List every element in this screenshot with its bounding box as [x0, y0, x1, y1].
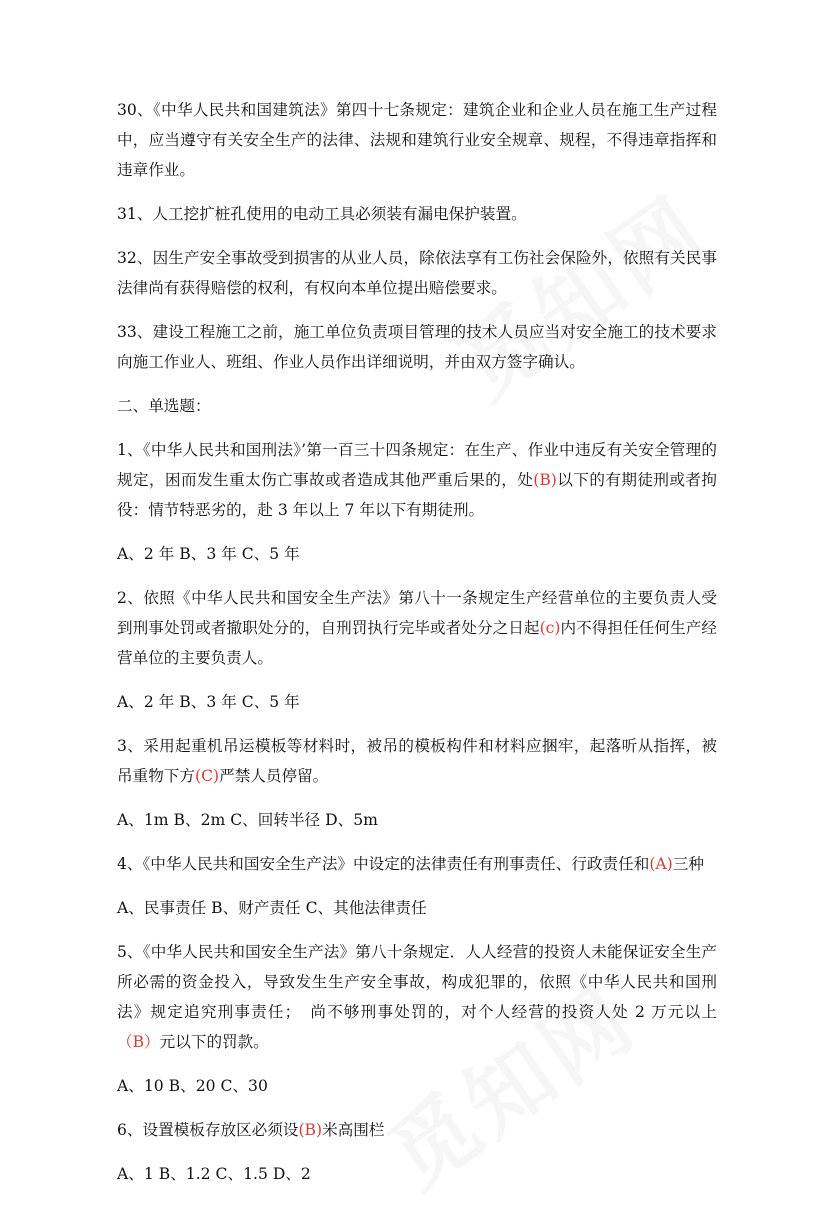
- answer-mark: （B）: [117, 1033, 160, 1051]
- paragraph-text: 2、依照《中华人民共和国安全生产法》第八十一条规定生产经营单位的主要负责人受到刑事处罚或者撤职处分的，自刑罚执行完毕或者处分之日起: [117, 589, 717, 637]
- paragraph-text: A、民事责任 B、财产责任 C、其他法律责任: [117, 899, 427, 917]
- paragraph-text: 1、《中华人民共和国刑法》’第一百三十四条规定：在生产、作业中违反有关安全管理的规定，困而发生重太伤亡事故或者造成其他严重后果的，处: [117, 441, 717, 489]
- paragraph-text: 米高围栏: [322, 1121, 385, 1139]
- paragraph-text: 二、单选题：: [117, 397, 211, 415]
- paragraph: [117, 391, 717, 421]
- answer-mark: (B): [533, 471, 557, 489]
- paragraph: [117, 805, 717, 835]
- paragraph: [117, 1159, 717, 1189]
- paragraph-text: 6、设置模板存放区必须设: [117, 1121, 299, 1139]
- paragraph-text: A、2 年 B、3 年 C、5 年: [117, 693, 300, 711]
- paragraph: [117, 435, 717, 525]
- paragraph-text: 4、《中华人民共和国安全生产法》中设定的法律责任有刑事责任、行政责任和: [117, 855, 650, 873]
- paragraph: [117, 731, 717, 791]
- paragraph-text: 33、建设工程施工之前，施工单位负责项目管理的技术人员应当对安全施工的技术要求向施工作业人、班组、作业人员作出详细说明，并由双方签字确认。: [117, 323, 717, 371]
- paragraph: [117, 243, 717, 303]
- paragraph-text: A、1m B、2m C、回转半径 D、5m: [117, 811, 378, 829]
- paragraph-text: 严禁人员停留。: [219, 767, 329, 785]
- paragraph-text: 元以下的罚款。: [159, 1033, 269, 1051]
- answer-mark: (C): [194, 767, 220, 785]
- paragraph-text: 三种: [672, 855, 704, 873]
- answer-mark: (A): [649, 855, 673, 873]
- paragraph-text: 内不得担任任何生产经营单位的主要负责人。: [117, 619, 717, 667]
- paragraph: [117, 539, 717, 569]
- paragraph-text: A、1 B、1.2 C、1.5 D、2: [117, 1165, 311, 1183]
- paragraph: [117, 893, 717, 923]
- paragraph-text: 5、《中华人民共和国安全生产法》第八十条规定．人人经营的投资人未能保证安全生产所必需的资金投入，导致发生生产安全事故，构成犯罪的，依照《中华人民共和国刑法》规定追究刑事责任； 尚不够刑事处罚的，对个人经营的投资人处 2 万元以上: [117, 943, 717, 1021]
- paragraph-text: A、2 年 B、3 年 C、5 年: [117, 545, 300, 563]
- paragraph-text: 32、因生产安全事故受到损害的从业人员，除依法享有工伤社会保险外，依照有关民事法律尚有获得赔偿的权利，有权向本单位提出赔偿要求。: [117, 249, 717, 297]
- paragraph: [117, 849, 717, 879]
- paragraph: [117, 937, 717, 1057]
- document-body: [117, 95, 717, 1203]
- paragraph: [117, 1071, 717, 1101]
- answer-mark: (c): [539, 619, 561, 637]
- paragraph: [117, 687, 717, 717]
- paragraph-text: 30、《中华人民共和国建筑法》第四十七条规定：建筑企业和企业人员在施工生产过程中，应当遵守有关安全生产的法律、法规和建筑行业安全规章、规程，不得违章指挥和违章作业。: [117, 101, 717, 179]
- paragraph: [117, 1115, 717, 1145]
- paragraph: [117, 95, 717, 185]
- paragraph-text: 3、采用起重机吊运模板等材料时，被吊的模板构件和材料应捆牢，起落听从指挥，被吊重物下方: [117, 737, 717, 785]
- answer-mark: (B): [298, 1121, 323, 1139]
- paragraph-text: 31、人工挖扩桩孔使用的电动工具必须装有漏电保护装置。: [117, 205, 527, 223]
- paragraph: [117, 583, 717, 673]
- paragraph: [117, 199, 717, 229]
- paragraph-text: A、10 B、20 C、30: [117, 1077, 268, 1095]
- paragraph-text: 以下的有期徒刑或者拘役：情节特恶劣的，赴 3 年以上 7 年以下有期徒刑。: [117, 471, 717, 519]
- paragraph: [117, 317, 717, 377]
